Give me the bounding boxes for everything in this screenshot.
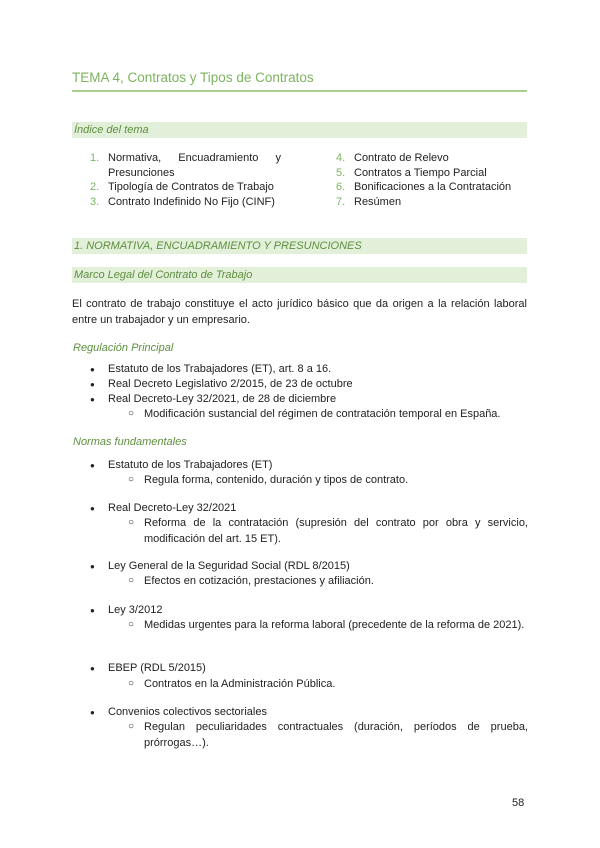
index-number: 4. (336, 152, 346, 164)
list-item: ● Estatuto de los Trabajadores (ET), art. 8 a 16. (108, 362, 528, 377)
section-heading: 1. NORMATIVA, ENCUADRAMIENTO Y PRESUNCIONES (72, 238, 527, 254)
index-item-5[interactable]: Contratos a Tiempo Parcial (354, 166, 487, 179)
index-number: 2. (90, 181, 100, 193)
sub-list-item: ○ Medidas urgentes para la reforma laboral (precedente de la reforma de 2021). (144, 618, 528, 634)
index-item-2[interactable]: Tipología de Contratos de Trabajo (108, 181, 274, 193)
page-number: 58 (512, 797, 525, 809)
page-title: TEMA 4, Contratos y Tipos de Contratos (72, 70, 527, 92)
sub-list-item: ○ Regulan peculiaridades contractuales (duración, períodos de prueba, prórrogas…). (144, 720, 528, 751)
index-number: 5. (336, 166, 346, 179)
subsection-heading: Marco Legal del Contrato de Trabajo (72, 267, 527, 283)
regulacion-heading: Regulación Principal (73, 342, 174, 354)
normas-heading: Normas fundamentales (73, 436, 187, 448)
index-number: 3. (90, 196, 100, 208)
index-number: 1. (90, 152, 100, 164)
list-item: ● Estatuto de los Trabajadores (ET) (108, 458, 528, 473)
intro-paragraph: El contrato de trabajo constituye el acto jurídico básico que da origen a la relación laboral entre un trabajador y un empresario. (72, 298, 527, 326)
sub-list-item: ○ Reforma de la contratación (supresión del contrato por obra y servicio, modificación del art. 15 ET). (144, 516, 528, 547)
list-item: ● EBEP (RDL 5/2015) (108, 661, 528, 676)
list-item: ● Real Decreto Legislativo 2/2015, de 23 de octubre (108, 377, 528, 392)
index-item-6[interactable]: Bonificaciones a la Contratación (354, 181, 512, 193)
index-item-4[interactable]: Contrato de Relevo (354, 152, 449, 164)
index-item-1[interactable]: Normativa, Encuadramiento y (108, 152, 281, 164)
index-number: 6. (336, 181, 346, 193)
sub-list-item: ○ Modificación sustancial del régimen de contratación temporal en España. (144, 407, 528, 423)
index-number: 7. (336, 196, 346, 208)
index-left-column (90, 151, 285, 211)
index-right-column (336, 151, 526, 211)
list-item: ● Real Decreto-Ley 32/2021, de 28 de diciembre (108, 392, 528, 407)
index-heading: Índice del tema (72, 122, 527, 138)
list-item: ● Convenios colectivos sectoriales (108, 705, 528, 720)
sub-list-item: ○ Contratos en la Administración Pública. (144, 677, 528, 693)
index-item-7[interactable]: Resúmen (354, 196, 402, 208)
list-item: ● Ley 3/2012 (108, 603, 528, 618)
list-item: ● Ley General de la Seguridad Social (RDL 8/2015) (108, 559, 528, 574)
index-item-1-cont[interactable]: Presunciones (108, 166, 175, 179)
list-item: ● Real Decreto-Ley 32/2021 (108, 501, 528, 516)
sub-list-item: ○ Efectos en cotización, prestaciones y afiliación. (144, 574, 528, 590)
index-item-3[interactable]: Contrato Indefinido No Fijo (CINF) (108, 196, 275, 208)
sub-list-item: ○ Regula forma, contenido, duración y tipos de contrato. (144, 473, 528, 489)
